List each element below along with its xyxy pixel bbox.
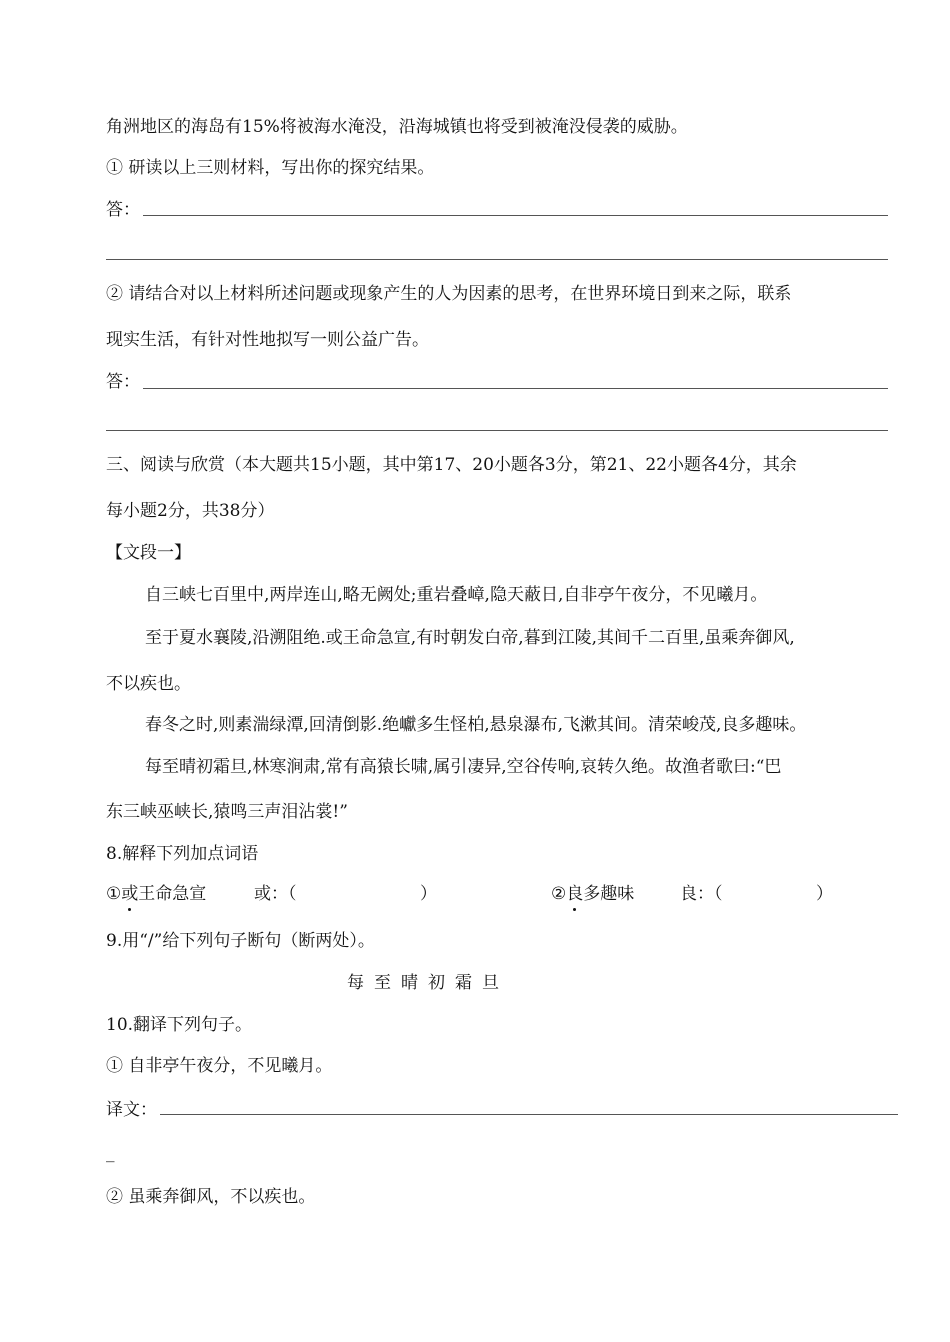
section-3-heading-line1: 三、阅读与欣赏（本大题共15小题，其中第17、20小题各3分，第21、22小题各4分，其余 <box>106 455 797 475</box>
question-9-title: 9.用“/”给下列句子断句（断两处）。 <box>106 931 375 951</box>
question-2-prompt-line1: ② 请结合对以上材料所述问题或现象产生的人为因素的思考，在世界环境日到来之际，联系 <box>106 284 792 304</box>
question-10-item-2: ② 虽乘奔御风，不以疾也。 <box>106 1187 316 1207</box>
question-8-item-b-answer: 良：（ <box>680 884 723 904</box>
question-1-prompt: ① 研读以上三则材料，写出你的探究结果。 <box>106 158 435 178</box>
question-8-title: 8.解释下列加点词语 <box>106 844 259 864</box>
passage-1-title: 【文段一】 <box>106 543 191 563</box>
answer-blank-8a[interactable]: ） <box>420 884 437 904</box>
answer-label-1: 答： <box>106 200 140 220</box>
passage-paragraph-1: 自三峡七百里中,两岸连山,略无阙处;重岩叠嶂,隐天蔽日,自非亭午夜分，不见曦月。 <box>145 585 768 605</box>
item-number: ② <box>551 884 567 904</box>
dotted-character: 或 <box>121 884 139 904</box>
dotted-character: 良 <box>566 884 584 904</box>
answer-line-1b[interactable] <box>106 259 888 260</box>
passage-paragraph-2-line2: 不以疾也。 <box>106 674 191 694</box>
question-10-title: 10.翻译下列句子。 <box>106 1015 253 1035</box>
question-8-item-a <box>106 883 206 905</box>
question-8-item-a-answer: 或：（ <box>254 884 297 904</box>
question-8-item-b <box>551 883 634 905</box>
answer-label-2: 答： <box>106 372 140 392</box>
question-10-item-1: ① 自非亭午夜分，不见曦月。 <box>106 1056 333 1076</box>
item-number: ① <box>106 884 122 904</box>
passage-paragraph-4-line1: 每至晴初霜旦,林寒涧肃,常有高猿长啸,属引凄异,空谷传响,哀转久绝。故渔者歌曰:“巴 <box>145 757 782 777</box>
translation-line[interactable] <box>160 1114 898 1115</box>
answer-blank-8b[interactable]: ） <box>816 884 833 904</box>
answer-line-2b[interactable] <box>106 430 888 431</box>
translation-label: 译文： <box>106 1100 157 1120</box>
passage-tail-line: 角洲地区的海岛有15%将被海水淹没，沿海城镇也将受到被淹没侵袭的威胁。 <box>106 117 688 137</box>
phrase-text: 多趣味 <box>583 884 635 904</box>
translation-line-stub: _ <box>106 1143 115 1163</box>
passage-paragraph-4-line2: 东三峡巫峡长,猿鸣三声泪沾裳!” <box>106 802 348 822</box>
passage-paragraph-3: 春冬之时,则素湍绿潭,回清倒影.绝巘多生怪柏,悬泉瀑布,飞漱其间。清荣峻茂,良多趣味。 <box>145 715 807 735</box>
question-2-prompt-line2: 现实生活，有针对性地拟写一则公益广告。 <box>106 330 429 350</box>
answer-line-1a[interactable] <box>143 215 888 216</box>
question-9-sentence[interactable]: 每至晴初霜旦 <box>347 973 509 993</box>
passage-paragraph-2-line1: 至于夏水襄陵,沿溯阻绝.或王命急宣,有时朝发白帝,暮到江陵,其间千二百里,虽乘奔御风, <box>145 628 795 648</box>
phrase-text: 王命急宣 <box>138 884 207 904</box>
answer-line-2a[interactable] <box>143 388 888 389</box>
section-3-heading-line2: 每小题2分，共38分） <box>106 501 275 521</box>
